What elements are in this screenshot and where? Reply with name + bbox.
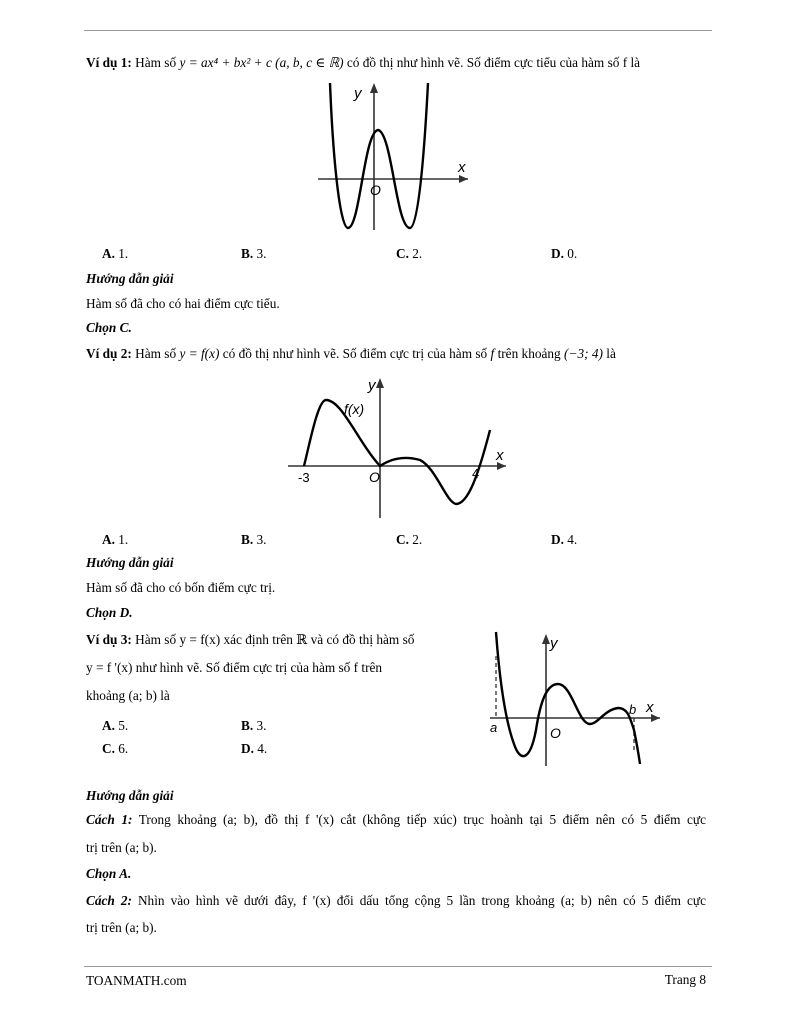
ex2-solution: Hàm số đã cho có bốn điểm cực trị. <box>86 580 276 595</box>
ex3-method1-cont: trị trên (a; b). <box>86 840 157 855</box>
ex1-option-b[interactable]: B. 3. <box>241 246 267 261</box>
ex1-formula: y = ax⁴ + bx² + c (a, b, c ∈ ℝ) <box>179 55 344 70</box>
ex3-method1: Cách 1: Trong khoảng (a; b), đồ thị f '(x) cắt (không tiếp xúc) trục hoành tại 5 điểm nên có 5 điểm cực <box>86 812 706 827</box>
ex3-method2-cont: trị trên (a; b). <box>86 920 157 935</box>
ex3-option-a[interactable]: A. 5. <box>102 718 129 733</box>
ex3-option-c[interactable]: C. 6. <box>102 741 129 756</box>
ex2-x-label: x <box>496 447 504 464</box>
ex3-method1-label: Cách 1: <box>86 812 133 827</box>
ex3-method2: Cách 2: Nhìn vào hình vẽ dưới đây, f '(x) đổi dấu tổng cộng 5 lần trong khoảng (a; b) nên có 5 điểm cực <box>86 893 706 908</box>
ex2-question: Ví dụ 2: Hàm số y = f(x) có đồ thị như hình vẽ. Số điểm cực trị của hàm số f trên khoảng (−3; 4) là <box>86 346 616 361</box>
ex3-option-b[interactable]: B. 3. <box>241 718 267 733</box>
ex2-tick-4: 4 <box>472 466 480 481</box>
ex3-x-label: x <box>646 699 654 716</box>
footer-page-number: Trang 8 <box>664 972 706 987</box>
header-rule <box>84 30 712 31</box>
ex3-b-label: b <box>629 702 637 717</box>
ex3-graph <box>478 626 670 770</box>
ex3-y-label: y <box>550 635 558 652</box>
ex1-y-label: y <box>354 85 362 102</box>
ex1-x-label: x <box>458 159 466 176</box>
ex2-label: Ví dụ 2: <box>86 346 132 361</box>
ex1-solution: Hàm số đã cho có hai điểm cực tiểu. <box>86 296 280 311</box>
ex1-option-c[interactable]: C. 2. <box>396 246 423 261</box>
ex3-guide-heading: Hướng dẫn giải <box>86 788 174 803</box>
ex2-option-b[interactable]: B. 3. <box>241 532 267 547</box>
ex2-fx-label: f(x) <box>344 401 365 417</box>
ex2-interval: (−3; 4) <box>564 346 603 361</box>
ex3-option-d[interactable]: D. 4. <box>241 741 268 756</box>
ex2-y-label: y <box>368 377 376 394</box>
ex1-question: Ví dụ 1: Hàm số y = ax⁴ + bx² + c (a, b, c ∈ ℝ) có đồ thị như hình vẽ. Số điểm cực tiểu của hàm số f là <box>86 55 641 70</box>
ex1-answer: Chọn C. <box>86 320 132 335</box>
ex2-formula: y = f(x) <box>179 346 220 361</box>
ex2-option-d[interactable]: D. 4. <box>551 532 578 547</box>
ex3-label: Ví dụ 3: <box>86 632 132 647</box>
ex1-origin-label: O <box>370 182 381 198</box>
ex1-label: Ví dụ 1: <box>86 55 132 70</box>
ex1-option-a[interactable]: A. 1. <box>102 246 129 261</box>
ex2-guide-heading: Hướng dẫn giải <box>86 555 174 570</box>
ex3-origin-label: O <box>550 725 561 741</box>
ex2-graph <box>284 372 514 524</box>
ex2-origin-label: O <box>369 469 380 485</box>
ex1-guide-heading: Hướng dẫn giải <box>86 271 174 286</box>
ex2-tick-minus-3: -3 <box>298 470 310 485</box>
footer-site[interactable]: TOANMATH.com <box>86 973 187 988</box>
ex3-question-line1: Ví dụ 3: Hàm số y = f(x) xác định trên ℝ và có đồ thị hàm số <box>86 632 415 647</box>
ex2-answer: Chọn D. <box>86 605 133 620</box>
ex3-a-label: a <box>490 720 498 735</box>
ex2-option-a[interactable]: A. 1. <box>102 532 129 547</box>
ex3-answer: Chọn A. <box>86 866 132 881</box>
ex3-method2-label: Cách 2: <box>86 893 132 908</box>
footer-rule <box>84 966 712 967</box>
ex3-question-line3: khoảng (a; b) là <box>86 688 170 703</box>
ex3-question-line2: y = f '(x) như hình vẽ. Số điểm cực trị của hàm số f trên <box>86 660 383 675</box>
ex1-graph <box>308 80 476 232</box>
ex2-option-c[interactable]: C. 2. <box>396 532 423 547</box>
ex1-option-d[interactable]: D. 0. <box>551 246 578 261</box>
